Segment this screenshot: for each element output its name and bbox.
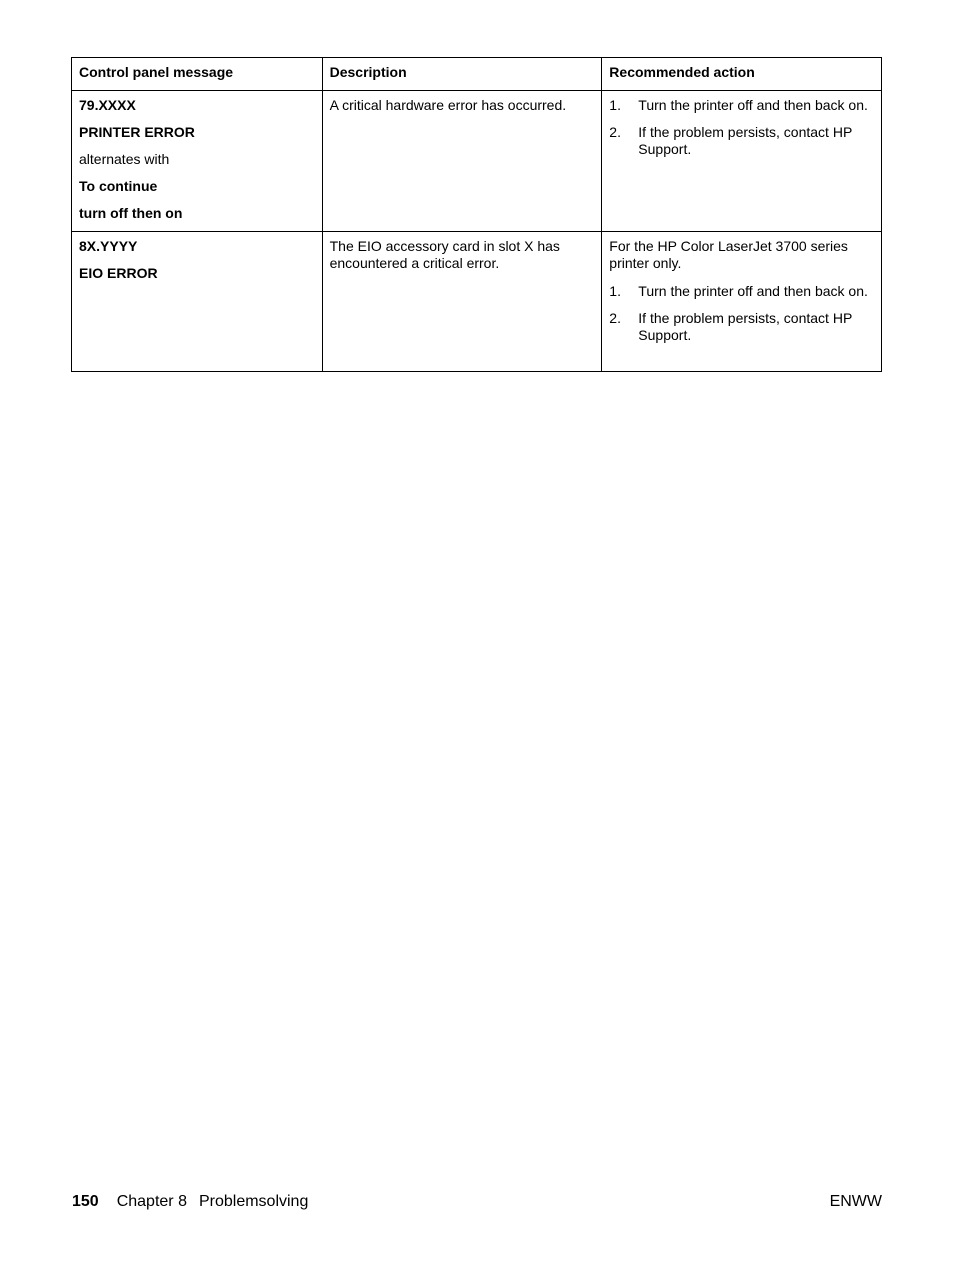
- message-cell: [72, 90, 323, 231]
- chapter-title: Problemsolving: [198, 1193, 309, 1210]
- error-message-table: [71, 57, 882, 372]
- column-header-description: Description: [322, 58, 602, 91]
- action-intro: For the HP Color LaserJet 3700 series printer only.: [609, 237, 848, 271]
- message-alternates: alternates with: [79, 150, 170, 167]
- message-title: PRINTER ERROR: [79, 123, 195, 140]
- step-text: If the problem persists, contact HP Support.: [638, 123, 853, 157]
- chapter-label: Chapter 8: [116, 1193, 187, 1210]
- action-cell: [602, 231, 882, 371]
- description-cell: A critical hardware error has occurred.: [322, 90, 602, 231]
- table-header-row: [72, 58, 882, 91]
- table-row: [72, 90, 882, 231]
- message-title: EIO ERROR: [79, 264, 158, 281]
- message-alt-line-1: To continue: [79, 177, 158, 194]
- list-item: [609, 97, 874, 115]
- list-item: [609, 124, 874, 159]
- step-text: If the problem persists, contact HP Support.: [638, 309, 853, 343]
- action-steps-list: [609, 97, 874, 159]
- step-number: 2.: [609, 309, 621, 326]
- description-cell: The EIO accessory card in slot X has encountered a critical error.: [322, 231, 602, 371]
- step-text: Turn the printer off and then back on.: [638, 96, 868, 113]
- page-number: 150: [72, 1193, 99, 1210]
- list-item: [609, 283, 874, 301]
- message-code: 8X.YYYY: [79, 237, 138, 254]
- step-number: 1.: [609, 282, 621, 299]
- column-header-action: Recommended action: [602, 58, 882, 91]
- action-steps-list: [609, 283, 874, 345]
- message-alt-line-2: turn off then on: [79, 204, 183, 221]
- table-row: [72, 231, 882, 371]
- step-number: 2.: [609, 123, 621, 140]
- column-header-message: Control panel message: [72, 58, 323, 91]
- message-code: 79.XXXX: [79, 96, 136, 113]
- action-cell: [602, 90, 882, 231]
- message-cell: [72, 231, 323, 371]
- page-footer: [72, 1192, 882, 1212]
- step-number: 1.: [609, 96, 621, 113]
- footer-locale-code: ENWW: [829, 1193, 882, 1210]
- step-text: Turn the printer off and then back on.: [638, 282, 868, 299]
- list-item: [609, 310, 874, 345]
